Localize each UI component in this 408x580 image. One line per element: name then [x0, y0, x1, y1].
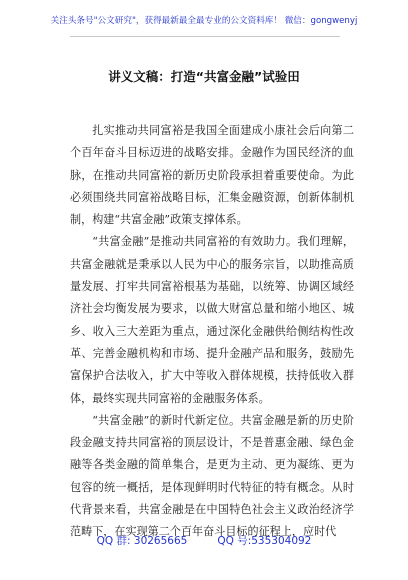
header-divider [70, 36, 340, 37]
qq-number-text: QQ 号:535304092 [217, 535, 312, 547]
qq-group-text: QQ 群: 30265665 [96, 535, 188, 547]
header-note: 关注头条号"公文研究"，获得最新最全最专业的公文资料库！ 微信：gongwenyj [50, 16, 358, 26]
paragraph: “共富金融”是推动共同富裕的有效助力。我们理解，共富金融就是秉承以人民为中心的服务宗旨，以助推高质量发展、打牢共同富裕根基为基础，以统筹、协调区域经济社会均衡发展为要求，以做大财富总量和缩小地区、城乡、收入三大差距为重点，通过深化金融供给侧结构性改革、完善金融机构和市场、提升金融产品和服务，鼓励先富保护合法收入，扩大中等收入群体规模，扶持低收入群体，最终实现共同富裕的金融服务体系。 [70, 235, 354, 405]
paragraph: “共富金融”的新时代新定位。共富金融是新的历史阶段金融支持共同富裕的顶层设计，不是普惠金融、绿色金融等各类金融的简单集合，是更为主动、更为凝练、更为包容的统一概括，是体现鲜明时代特征的特有概念。从时代背景来看，共富金融是在中国特色社会主义政治经济学范畴下，在实现第二个百年奋斗目标的征程上，应时代 [70, 413, 354, 539]
footer-contact [0, 533, 408, 548]
document-title: 讲义文稿：打造“共富金融”试验田 [108, 69, 300, 84]
paragraph: 扎实推动共同富裕是我国全面建成小康社会后向第二个百年奋斗目标迈进的战略安排。金融作为国民经济的血脉，在推动共同富裕的新历史阶段承担着重要使命。为此必须围绕共同富裕战略目标，汇集金融资源，创新体制机制，构建“共富金融”政策支撑体系。 [70, 124, 354, 227]
document-body [70, 120, 354, 544]
